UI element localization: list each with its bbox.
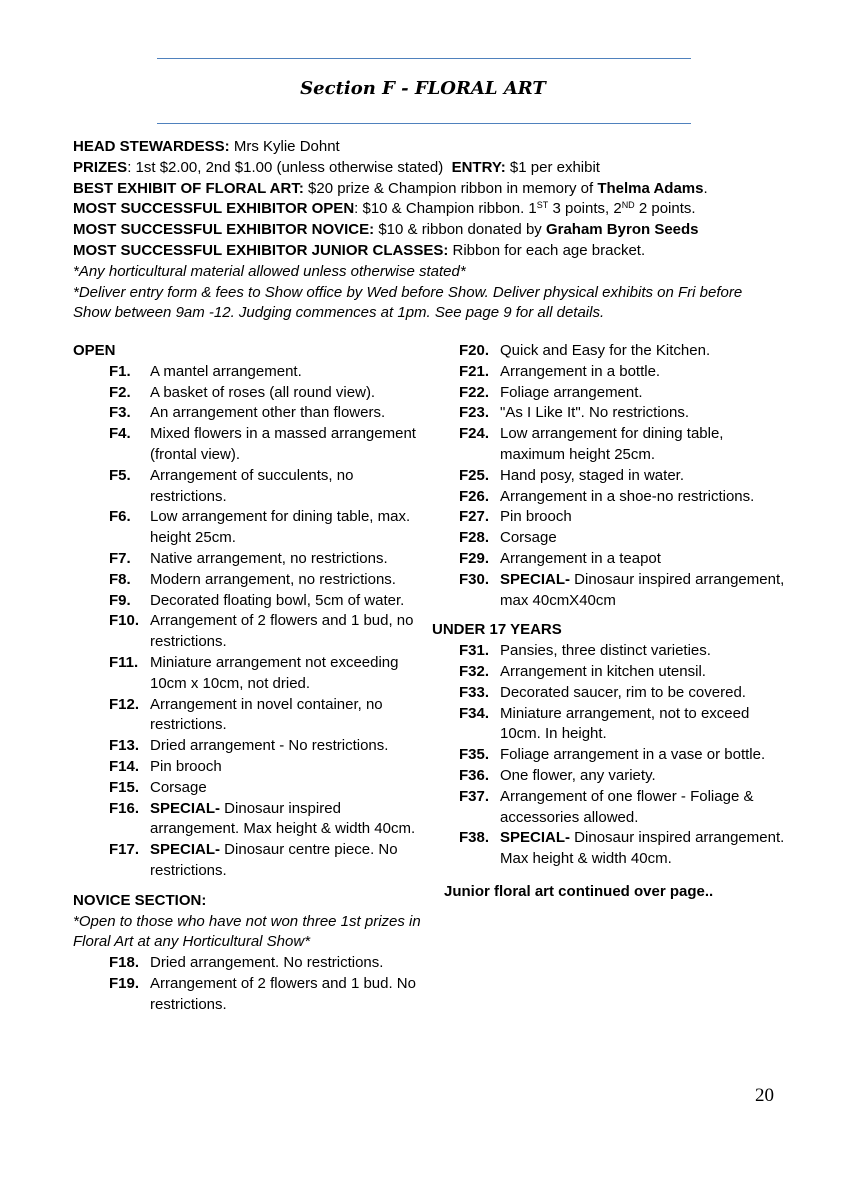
class-code: F38.: [459, 829, 490, 847]
class-code: F24.: [459, 425, 490, 443]
class-item: [432, 745, 792, 766]
class-code: F30.: [459, 570, 490, 588]
class-text: Dried arrangement - No restrictions.: [150, 737, 389, 755]
class-description: [500, 383, 792, 404]
class-description: [150, 570, 433, 591]
class-item: [432, 507, 792, 528]
class-item: [432, 424, 792, 466]
class-text: "As I Like It". No restrictions.: [500, 404, 690, 422]
class-code: F29.: [459, 549, 490, 567]
right-column: [432, 341, 792, 903]
class-code: F34.: [459, 704, 490, 722]
class-text: Arrangement in a teapot: [500, 549, 661, 567]
class-item: [73, 424, 433, 466]
class-description: [500, 424, 792, 466]
class-description: [150, 591, 433, 612]
class-description: [150, 466, 433, 508]
class-item: [73, 570, 433, 591]
class-description: [150, 695, 433, 737]
class-description: [150, 736, 433, 757]
class-code: F1.: [109, 362, 131, 380]
class-description: [150, 611, 433, 653]
class-text: Arrangement in a shoe-no restrictions.: [500, 487, 755, 505]
class-code: F19.: [109, 974, 140, 992]
novice-continued-list: [432, 341, 792, 611]
class-description: [500, 704, 792, 746]
class-text: Arrangement in kitchen utensil.: [500, 662, 706, 680]
class-description: [150, 799, 433, 841]
class-code: F23.: [459, 404, 490, 422]
class-text: Arrangement of 2 flowers and 1 bud, no restrictions.: [150, 612, 414, 651]
class-text: Dinosaur inspired arrangement, max 40cmX40cm: [500, 570, 785, 609]
class-text: Pin brooch: [500, 508, 572, 526]
class-text: Miniature arrangement not exceeding 10cm x 10cm, not dried.: [150, 653, 399, 692]
class-description: [150, 778, 433, 799]
successful-novice-line: MOST SUCCESSFUL EXHIBITOR NOVICE: $10 & ribbon donated by Graham Byron Seeds: [73, 221, 699, 239]
novice-heading: NOVICE SECTION:: [73, 891, 207, 909]
class-code: F35.: [459, 746, 490, 764]
class-item: [432, 487, 792, 508]
class-code: F13.: [109, 737, 140, 755]
class-text: Miniature arrangement, not to exceed 10cm. In height.: [500, 704, 750, 743]
successful-open-line: MOST SUCCESSFUL EXHIBITOR OPEN: $10 & Champion ribbon. 1ST 3 points, 2ND 2 points.: [73, 200, 696, 218]
class-code: F18.: [109, 954, 140, 972]
best-exhibit-line: BEST EXHIBIT OF FLORAL ART: $20 prize & Champion ribbon in memory of Thelma Adams.: [73, 179, 708, 197]
class-code: F32.: [459, 662, 490, 680]
class-text: Arrangement in novel container, no restrictions.: [150, 695, 383, 734]
class-item: [73, 362, 433, 383]
special-label: SPECIAL-: [500, 829, 571, 847]
class-text: Dinosaur inspired arrangement. Max height & width 40cm.: [150, 799, 416, 838]
class-text: Modern arrangement, no restrictions.: [150, 570, 396, 588]
class-code: F21.: [459, 362, 490, 380]
class-description: [500, 341, 792, 362]
open-heading: OPEN: [73, 342, 116, 359]
class-text: Corsage: [150, 778, 207, 796]
class-item: [73, 466, 433, 508]
class-item: [432, 683, 792, 704]
prizes-line: PRIZES: 1st $2.00, 2nd $1.00 (unless otherwise stated) ENTRY: $1 per exhibit: [73, 158, 600, 176]
class-text: Hand posy, staged in water.: [500, 466, 684, 484]
class-code: F14.: [109, 757, 140, 775]
class-item: [73, 507, 433, 549]
class-code: F36.: [459, 766, 490, 784]
class-code: F26.: [459, 487, 490, 505]
class-code: F17.: [109, 841, 140, 859]
class-description: [500, 507, 792, 528]
class-description: [150, 974, 433, 1016]
under17-class-list: [432, 641, 792, 870]
class-code: F28.: [459, 529, 490, 547]
class-item: [432, 528, 792, 549]
class-description: [150, 507, 433, 549]
class-description: [500, 766, 792, 787]
class-item: [73, 757, 433, 778]
class-description: [150, 362, 433, 383]
under17-heading: UNDER 17 YEARS: [432, 621, 562, 639]
class-item: [73, 383, 433, 404]
left-column: [73, 341, 433, 1016]
class-description: [500, 683, 792, 704]
novice-class-list: [73, 953, 433, 1015]
bottom-divider: [157, 123, 691, 124]
class-text: Decorated floating bowl, 5cm of water.: [150, 591, 405, 609]
class-text: One flower, any variety.: [500, 766, 656, 784]
class-code: F2.: [109, 383, 131, 401]
class-description: [150, 403, 433, 424]
class-description: [150, 653, 433, 695]
class-text: An arrangement other than flowers.: [150, 404, 386, 422]
class-text: A basket of roses (all round view).: [150, 383, 376, 401]
class-text: Mixed flowers in a massed arrangement (frontal view).: [150, 425, 416, 463]
class-description: [150, 840, 433, 882]
class-description: [500, 362, 792, 383]
class-text: Arrangement of one flower - Foliage & accessories allowed.: [500, 787, 754, 826]
class-item: [73, 953, 433, 974]
class-text: Decorated saucer, rim to be covered.: [500, 683, 746, 701]
class-item: [432, 341, 792, 362]
class-description: [500, 745, 792, 766]
class-code: F12.: [109, 695, 140, 713]
class-item: [432, 570, 792, 612]
class-description: [500, 828, 792, 870]
class-text: Dinosaur centre piece. No restrictions.: [150, 841, 398, 879]
class-description: [500, 570, 792, 612]
material-note: *Any horticultural material allowed unless otherwise stated*: [73, 262, 466, 280]
class-item: [73, 974, 433, 1016]
class-code: F27.: [459, 508, 490, 526]
head-stewardess-line: HEAD STEWARDESS: Mrs Kylie Dohnt: [73, 138, 340, 155]
class-description: [500, 787, 792, 829]
class-item: [432, 766, 792, 787]
class-text: Pin brooch: [150, 757, 222, 775]
class-item: [73, 695, 433, 737]
class-code: F5.: [109, 466, 131, 484]
class-text: Arrangement of succulents, no restrictions.: [150, 466, 354, 505]
class-item: [432, 362, 792, 383]
class-item: [432, 383, 792, 404]
open-class-list: [73, 362, 433, 882]
delivery-note: *Deliver entry form & fees to Show office by Wed before Show. Deliver physical exhibits on Fri before Show between 9am -12. Judging commences at 1pm. See page 9 for all details.: [73, 283, 743, 322]
class-item: [73, 840, 433, 882]
continued-over-page-note: Junior floral art continued over page..: [444, 882, 714, 900]
class-code: F9.: [109, 591, 131, 609]
class-text: Quick and Easy for the Kitchen.: [500, 342, 711, 359]
class-description: [500, 641, 792, 662]
class-item: [73, 778, 433, 799]
class-text: Arrangement of 2 flowers and 1 bud. No restrictions.: [150, 974, 416, 1013]
successful-junior-line: MOST SUCCESSFUL EXHIBITOR JUNIOR CLASSES: Ribbon for each age bracket.: [73, 241, 646, 259]
class-description: [500, 662, 792, 683]
class-description: [150, 953, 433, 974]
special-label: SPECIAL-: [150, 841, 221, 859]
class-text: Foliage arrangement.: [500, 383, 643, 401]
class-code: F31.: [459, 642, 490, 660]
class-description: [500, 403, 792, 424]
page-number: 20: [755, 1085, 774, 1106]
class-item: [432, 641, 792, 662]
class-item: [432, 403, 792, 424]
class-item: [73, 611, 433, 653]
class-text: Arrangement in a bottle.: [500, 362, 661, 380]
class-description: [500, 487, 792, 508]
class-text: Low arrangement for dining table, max. height 25cm.: [150, 508, 411, 547]
class-code: F25.: [459, 466, 490, 484]
class-text: Pansies, three distinct varieties.: [500, 642, 711, 660]
class-text: Low arrangement for dining table, maximum height 25cm.: [500, 425, 724, 463]
class-description: [500, 466, 792, 487]
class-item: [73, 653, 433, 695]
class-text: Foliage arrangement in a vase or bottle.: [500, 746, 766, 764]
class-code: F22.: [459, 383, 490, 401]
class-item: [73, 403, 433, 424]
class-text: Corsage: [500, 529, 557, 547]
novice-note: *Open to those who have not won three 1st prizes in Floral Art at any Horticultural Show*: [73, 912, 421, 951]
class-item: [73, 736, 433, 757]
class-code: F4.: [109, 425, 131, 443]
class-item: [432, 466, 792, 487]
class-code: F37.: [459, 787, 490, 805]
class-item: [432, 704, 792, 746]
class-item: [432, 549, 792, 570]
class-code: F15.: [109, 778, 140, 796]
class-code: F20.: [459, 342, 490, 359]
class-item: [73, 549, 433, 570]
class-text: Dinosaur inspired arrangement. Max height & width 40cm.: [500, 829, 785, 868]
class-text: Dried arrangement. No restrictions.: [150, 954, 384, 972]
class-code: F6.: [109, 508, 131, 526]
class-item: [73, 591, 433, 612]
class-item: [73, 799, 433, 841]
class-description: [150, 757, 433, 778]
class-description: [150, 383, 433, 404]
class-code: F33.: [459, 683, 490, 701]
top-divider: [157, 58, 691, 59]
class-code: F7.: [109, 549, 131, 567]
class-description: [500, 549, 792, 570]
class-code: F3.: [109, 404, 131, 422]
class-description: [150, 549, 433, 570]
class-code: F11.: [109, 653, 139, 671]
class-text: Native arrangement, no restrictions.: [150, 549, 388, 567]
class-code: F8.: [109, 570, 131, 588]
class-code: F10.: [109, 612, 140, 630]
section-title: Section F - FLORAL ART: [300, 78, 546, 99]
class-item: [432, 828, 792, 870]
section-intro: [73, 137, 773, 324]
class-description: [500, 528, 792, 549]
class-code: F16.: [109, 799, 140, 817]
special-label: SPECIAL-: [150, 799, 221, 817]
class-item: [432, 787, 792, 829]
class-item: [432, 662, 792, 683]
class-description: [150, 424, 433, 466]
special-label: SPECIAL-: [500, 570, 571, 588]
class-text: A mantel arrangement.: [150, 362, 302, 380]
